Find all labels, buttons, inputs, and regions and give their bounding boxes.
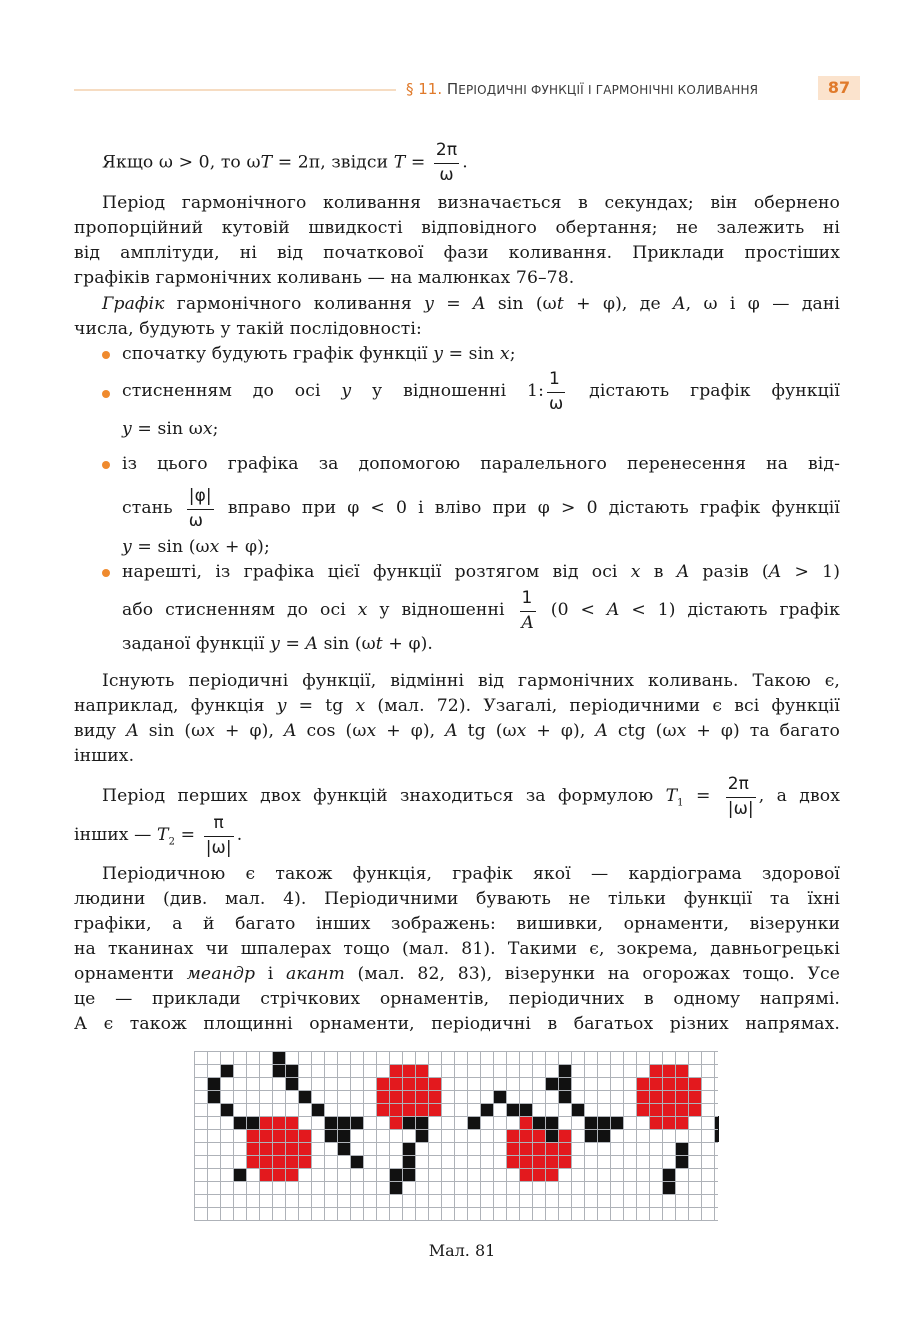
black-stitch-cell <box>311 1103 324 1116</box>
red-stitch-cell <box>519 1168 532 1181</box>
black-stitch-cell <box>272 1051 285 1064</box>
red-stitch-cell <box>389 1064 402 1077</box>
black-stitch-cell <box>207 1077 220 1090</box>
black-stitch-cell <box>389 1168 402 1181</box>
paragraph-line: Періодичною є також функція, графік якої — кардіограма здорової <box>102 864 840 884</box>
black-stitch-cell <box>350 1116 363 1129</box>
red-stitch-cell <box>506 1129 519 1142</box>
red-stitch-cell <box>402 1090 415 1103</box>
red-stitch-cell <box>376 1077 389 1090</box>
red-stitch-cell <box>285 1116 298 1129</box>
black-stitch-cell <box>558 1090 571 1103</box>
black-stitch-cell <box>285 1077 298 1090</box>
red-stitch-cell <box>298 1142 311 1155</box>
black-stitch-cell <box>545 1077 558 1090</box>
black-stitch-cell <box>324 1116 337 1129</box>
paragraph-line: Існують періодичні функції, відмінні від гармонічних коливань. Такою є, <box>102 671 840 691</box>
bullet-dot <box>102 569 110 577</box>
black-stitch-cell <box>402 1142 415 1155</box>
formula-line-T1: Період перших двох функцій знаходиться за формулою $T_1$ = $\frac{2\pi}{|\omega|}$ , а двох <box>102 773 840 819</box>
red-stitch-cell <box>415 1077 428 1090</box>
paragraph-line: Графік гармонічного коливання y = A sin (ωt + φ), де A, ω і φ — дані <box>102 294 841 314</box>
red-stitch-cell <box>402 1064 415 1077</box>
red-stitch-cell <box>428 1103 441 1116</box>
red-stitch-cell <box>285 1155 298 1168</box>
black-stitch-cell <box>597 1129 610 1142</box>
black-stitch-cell <box>597 1116 610 1129</box>
red-stitch-cell <box>675 1090 688 1103</box>
black-stitch-cell <box>337 1129 350 1142</box>
black-stitch-cell <box>246 1116 259 1129</box>
black-stitch-cell <box>350 1155 363 1168</box>
black-stitch-cell <box>584 1116 597 1129</box>
red-stitch-cell <box>662 1090 675 1103</box>
black-stitch-cell <box>337 1116 350 1129</box>
red-stitch-cell <box>636 1090 649 1103</box>
page-number: 87 <box>818 76 860 100</box>
black-stitch-cell <box>584 1129 597 1142</box>
red-stitch-cell <box>636 1077 649 1090</box>
bullet-dot <box>102 351 110 359</box>
embroidery-pattern-figure <box>194 1051 719 1223</box>
black-stitch-cell <box>272 1064 285 1077</box>
black-stitch-cell <box>402 1155 415 1168</box>
black-stitch-cell <box>415 1116 428 1129</box>
red-stitch-cell <box>259 1155 272 1168</box>
red-stitch-cell <box>246 1142 259 1155</box>
red-stitch-cell <box>649 1103 662 1116</box>
paragraph-line: інших. <box>74 746 135 766</box>
red-stitch-cell <box>259 1142 272 1155</box>
red-stitch-cell <box>558 1129 571 1142</box>
fraction-2pi-omega: $\frac{2\pi}{\omega}$ <box>435 140 458 185</box>
black-stitch-cell <box>532 1116 545 1129</box>
black-stitch-cell <box>233 1168 246 1181</box>
black-stitch-cell <box>493 1090 506 1103</box>
red-stitch-cell <box>298 1129 311 1142</box>
red-stitch-cell <box>285 1129 298 1142</box>
red-stitch-cell <box>649 1077 662 1090</box>
red-stitch-cell <box>376 1090 389 1103</box>
paragraph-line: людини (див. мал. 4). Періодичними бувають не тільки функції та їхні <box>74 889 840 909</box>
red-stitch-cell <box>649 1116 662 1129</box>
red-stitch-cell <box>688 1077 701 1090</box>
red-stitch-cell <box>636 1103 649 1116</box>
black-stitch-cell <box>402 1116 415 1129</box>
red-stitch-cell <box>272 1155 285 1168</box>
red-stitch-cell <box>662 1116 675 1129</box>
running-header <box>406 78 758 100</box>
fraction-pi-abs-omega: $\frac{\pi}{|\omega|}$ <box>205 812 232 858</box>
red-stitch-cell <box>506 1142 519 1155</box>
red-stitch-cell <box>506 1155 519 1168</box>
paragraph-line: це — приклади стрічкових орнаментів, періодичних в одному напрямі. <box>74 989 840 1009</box>
paragraph-line: графіків гармонічних коливань — на малюнках 76–78. <box>74 268 575 288</box>
bullet-item-cont: заданої функції y = A sin (ωt + φ). <box>122 634 433 654</box>
black-stitch-cell <box>558 1077 571 1090</box>
red-stitch-cell <box>389 1090 402 1103</box>
red-stitch-cell <box>285 1168 298 1181</box>
red-stitch-cell <box>246 1129 259 1142</box>
black-stitch-cell <box>545 1129 558 1142</box>
black-stitch-cell <box>558 1064 571 1077</box>
bullet-item-cont: стань $\frac{|\varphi|}{\omega}$ вправо при φ < 0 і вліво при φ > 0 дістають графік функції <box>122 485 840 531</box>
paragraph-line: графіки, а й багато інших зображень: вишивки, орнаменти, візерунки <box>74 914 840 934</box>
red-stitch-cell <box>415 1090 428 1103</box>
bullet-item-cont: або стисненням до осі x у відношенні $\frac{1}{A}$ (0 < A < 1) дістають графік <box>122 587 840 633</box>
red-stitch-cell <box>259 1116 272 1129</box>
fraction-phi-omega: $\frac{|\varphi|}{\omega}$ <box>188 485 212 531</box>
fraction-1-omega: $\frac{1}{\omega}$ <box>548 368 564 414</box>
bullet-item: нарешті, із графіка цієї функції розтягом від осі x в A разів (A > 1) <box>122 562 841 582</box>
red-stitch-cell <box>545 1168 558 1181</box>
red-stitch-cell <box>675 1116 688 1129</box>
fraction-1-A: $\frac{1}{A}$ <box>521 587 534 633</box>
red-stitch-cell <box>519 1129 532 1142</box>
red-stitch-cell <box>675 1064 688 1077</box>
red-stitch-cell <box>415 1103 428 1116</box>
header-title: ЕРІОДИЧНІ ФУНКЦІЇ І ГАРМОНІЧНІ КОЛИВАННЯ <box>458 83 759 97</box>
black-stitch-cell <box>220 1103 233 1116</box>
black-stitch-cell <box>662 1168 675 1181</box>
red-stitch-cell <box>376 1103 389 1116</box>
red-stitch-cell <box>532 1142 545 1155</box>
red-stitch-cell <box>415 1064 428 1077</box>
red-stitch-cell <box>688 1090 701 1103</box>
bullet-item-cont: y = sin (ωx + φ); <box>122 537 270 557</box>
red-stitch-cell <box>519 1155 532 1168</box>
red-stitch-cell <box>428 1090 441 1103</box>
section-number: § 11. <box>406 80 443 98</box>
black-stitch-cell <box>285 1064 298 1077</box>
red-stitch-cell <box>532 1168 545 1181</box>
red-stitch-cell <box>272 1129 285 1142</box>
black-stitch-cell <box>233 1116 246 1129</box>
red-stitch-cell <box>545 1155 558 1168</box>
red-stitch-cell <box>532 1129 545 1142</box>
red-stitch-cell <box>298 1155 311 1168</box>
black-stitch-cell <box>506 1103 519 1116</box>
red-stitch-cell <box>649 1064 662 1077</box>
fraction-2pi-abs-omega: $\frac{2\pi}{|\omega|}$ <box>727 773 754 819</box>
red-stitch-cell <box>428 1077 441 1090</box>
bullet-item: спочатку будують графік функції y = sin x; <box>122 344 516 364</box>
bullet-item: із цього графіка за допомогою паралельного перенесення на від- <box>122 454 840 474</box>
red-stitch-cell <box>389 1077 402 1090</box>
red-stitch-cell <box>662 1103 675 1116</box>
paragraph-line: виду A sin (ωx + φ), A cos (ωx + φ), A tg (ωx + φ), A ctg (ωx + φ) та багато <box>74 721 840 741</box>
red-stitch-cell <box>519 1142 532 1155</box>
red-stitch-cell <box>402 1077 415 1090</box>
formula-line-T2: інших — $T_2$ = $\frac{\pi}{|\omega|}$ . <box>74 812 243 858</box>
black-stitch-cell <box>337 1142 350 1155</box>
paragraph-line: від амплітуди, ні від початкової фази коливання. Приклади простіших <box>74 243 840 263</box>
red-stitch-cell <box>675 1103 688 1116</box>
red-stitch-cell <box>389 1103 402 1116</box>
paragraph-line: числа, будують у такій послідовності: <box>74 319 422 339</box>
red-stitch-cell <box>519 1116 532 1129</box>
red-stitch-cell <box>558 1142 571 1155</box>
black-stitch-cell <box>675 1155 688 1168</box>
red-stitch-cell <box>272 1142 285 1155</box>
red-stitch-cell <box>246 1155 259 1168</box>
bullet-dot <box>102 461 110 469</box>
red-stitch-cell <box>662 1077 675 1090</box>
formula-line-period: Якщо ω > 0, то ωT = 2π, звідси T = $\frac{2\pi}{\omega}$ . <box>102 140 468 185</box>
red-stitch-cell <box>558 1155 571 1168</box>
paragraph-line: наприклад, функція y = tg x (мал. 72). Узагалі, періодичними є всі функції <box>74 696 840 716</box>
black-stitch-cell <box>402 1168 415 1181</box>
red-stitch-cell <box>389 1116 402 1129</box>
red-stitch-cell <box>688 1103 701 1116</box>
paragraph-line: на тканинах чи шпалерах тощо (мал. 81). Такими є, зокрема, давньогрецькі <box>74 939 840 959</box>
black-stitch-cell <box>389 1181 402 1194</box>
black-stitch-cell <box>324 1129 337 1142</box>
black-stitch-cell <box>610 1116 623 1129</box>
red-stitch-cell <box>272 1116 285 1129</box>
bullet-item: стисненням до осі y у відношенні 1: $\frac{1}{\omega}$ дістають графік функції <box>122 368 840 414</box>
bullet-dot <box>102 390 110 398</box>
header-rule <box>74 89 396 91</box>
figure-caption: Мал. 81 <box>428 1241 496 1260</box>
header-title-initial: П <box>446 80 459 98</box>
black-stitch-cell <box>545 1116 558 1129</box>
black-stitch-cell <box>415 1129 428 1142</box>
paragraph-line: Період гармонічного коливання визначається в секундах; він обернено <box>102 193 840 213</box>
black-stitch-cell <box>207 1090 220 1103</box>
black-stitch-cell <box>519 1103 532 1116</box>
paragraph-line: пропорційний кутовій швидкості відповідного обертання; не залежить ні <box>74 218 840 238</box>
red-stitch-cell <box>649 1090 662 1103</box>
black-stitch-cell <box>675 1142 688 1155</box>
red-stitch-cell <box>662 1064 675 1077</box>
red-stitch-cell <box>402 1103 415 1116</box>
black-stitch-cell <box>662 1181 675 1194</box>
black-stitch-cell <box>571 1103 584 1116</box>
black-stitch-cell <box>480 1103 493 1116</box>
red-stitch-cell <box>675 1077 688 1090</box>
red-stitch-cell <box>272 1168 285 1181</box>
black-stitch-cell <box>220 1064 233 1077</box>
paragraph-line: орнаменти меандр і акант (мал. 82, 83), візерунки на огорожах тощо. Усе <box>74 964 840 984</box>
black-stitch-cell <box>298 1090 311 1103</box>
black-stitch-cell <box>467 1116 480 1129</box>
red-stitch-cell <box>285 1142 298 1155</box>
red-stitch-cell <box>259 1129 272 1142</box>
bullet-item-cont: y = sin ωx; <box>122 419 219 439</box>
paragraph-line: А є також площинні орнаменти, періодичні в багатьох різних напрямах. <box>74 1014 840 1034</box>
red-stitch-cell <box>532 1155 545 1168</box>
red-stitch-cell <box>545 1142 558 1155</box>
red-stitch-cell <box>259 1168 272 1181</box>
